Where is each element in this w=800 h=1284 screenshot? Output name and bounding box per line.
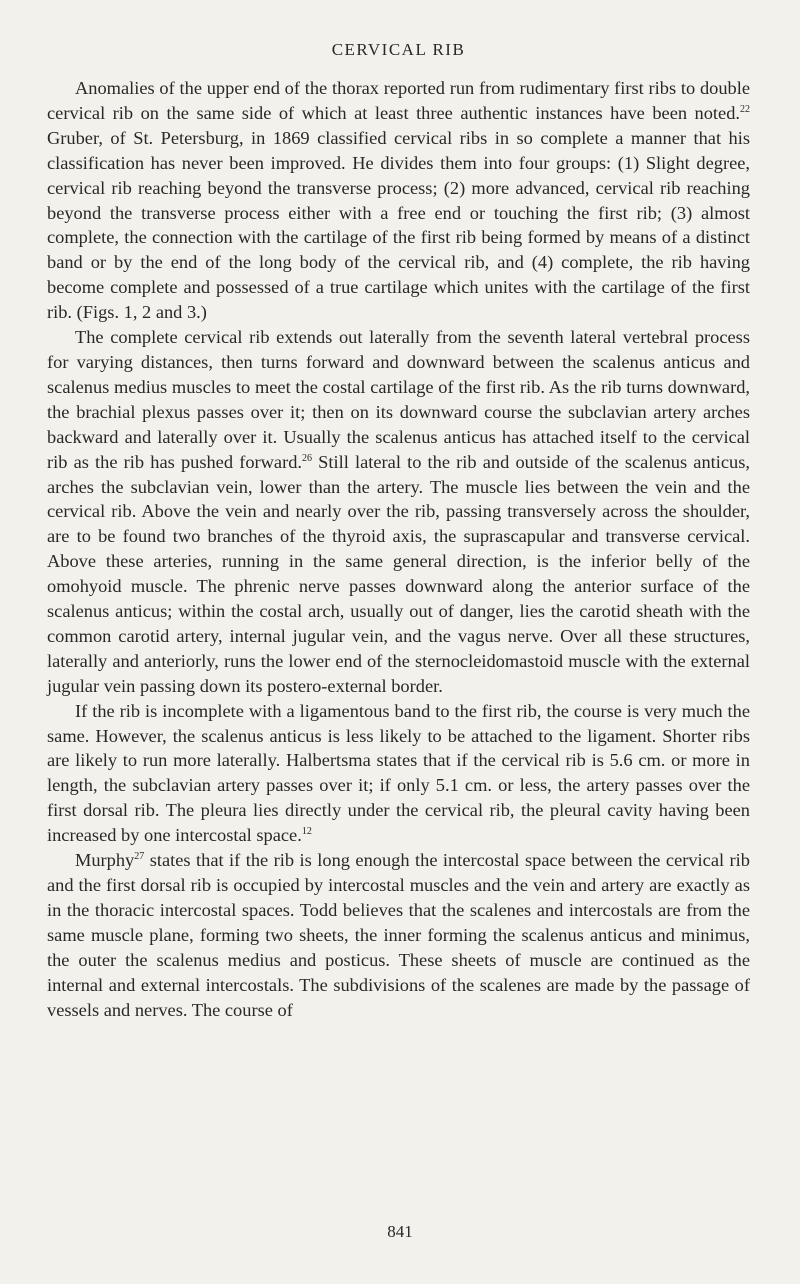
running-head: CERVICAL RIB [331, 40, 466, 59]
paragraph-text: Anomalies of the upper end of the thorax reported run from rudimentary first ribs to double cervical rib on the same side of which at least three authentic instances have been noted. [47, 78, 750, 123]
body-text [47, 76, 750, 1022]
paragraph-text: The complete cervical rib extends out laterally from the seventh lateral vertebral process for varying distances, then turns forward and downward between the scalenus anticus and scalenus medius muscles to meet the costal cartilage of the first rib. As the rib turns downward, the brachial plexus passes over it; then on its downward course the subclavian artery arches backward and laterally over it. Usually the scalenus anticus has attached itself to the cervical rib as the rib has pushed forward. [47, 327, 750, 472]
paragraph [47, 325, 750, 699]
paragraph-text: Still lateral to the rib and outside of the scalenus anticus, arches the subclavian vein, lower than the artery. The muscle lies between the vein and the cervical rib. Above the vein and nearly over the rib, passing transversely across the shoulder, are to be found two branches of the thyroid axis, the suprascapular and transverse cervical. Above these arteries, running in the same general direction, is the inferior belly of the omohyoid muscle. The phrenic nerve passes downward along the anterior surface of the scalenus anticus; within the costal arch, usually out of danger, lies the carotid sheath with the common carotid artery, internal jugular vein, and the vagus nerve. Over all these structures, laterally and anteriorly, runs the lower end of the sternocleidomastoid muscle with the external jugular vein passing down its postero-external border. [47, 451, 751, 696]
paragraph [47, 848, 750, 1022]
page-number: 841 [387, 1222, 413, 1241]
paragraph [47, 76, 750, 325]
footnote-reference: 22 [740, 103, 750, 115]
paragraph-text: states that if the rib is long enough the intercostal space between the cervical rib and the first dorsal rib is occupied by intercostal muscles and the vein and artery are exactly as in the thoracic intercostal spaces. Todd believes that the scalenes and intercostals are from the same muscle plane, forming two sheets, the inner forming the scalenus anticus and minimus, the outer the scalenus medius and posticus. These sheets of muscle are continued as the internal and external intercostals. The subdivisions of the scalenes are made by the passage of vessels and nerves. The course of [47, 850, 750, 1020]
footnote-reference: 26 [302, 452, 313, 464]
paragraph-text: Murphy [75, 850, 135, 871]
footnote-reference: 12 [301, 826, 312, 838]
paragraph-text: Gruber, of St. Petersburg, in 1869 classified cervical ribs in so complete a manner that his classification has never been improved. He divides them into four groups: (1) Slight degree, cervical rib reaching beyond the transverse process; (2) more advanced, cervical rib reaching beyond the transverse process either with a free end or touching the first rib; (3) almost complete, the connection with the cartilage of the first rib being formed by means of a distinct band or by the end of the long body of the cervical rib, and (4) complete, the rib having become complete and possessed of a true cartilage which unites with the cartilage of the first rib. (Figs. 1, 2 and 3.) [47, 127, 750, 323]
footnote-reference: 27 [134, 850, 145, 862]
paragraph-text: If the rib is incomplete with a ligamentous band to the first rib, the course is very much the same. However, the scalenus anticus is less likely to be attached to the ligament. Shorter ribs are likely to run more laterally. Halbertsma states that if the cervical rib is 5.6 cm. or more in length, the subclavian artery passes over it; if only 5.1 cm. or less, the artery passes over the first dorsal rib. The pleura lies directly under the cervical rib, the pleural cavity having been increased by one intercostal space. [47, 700, 750, 846]
paragraph [47, 699, 750, 848]
